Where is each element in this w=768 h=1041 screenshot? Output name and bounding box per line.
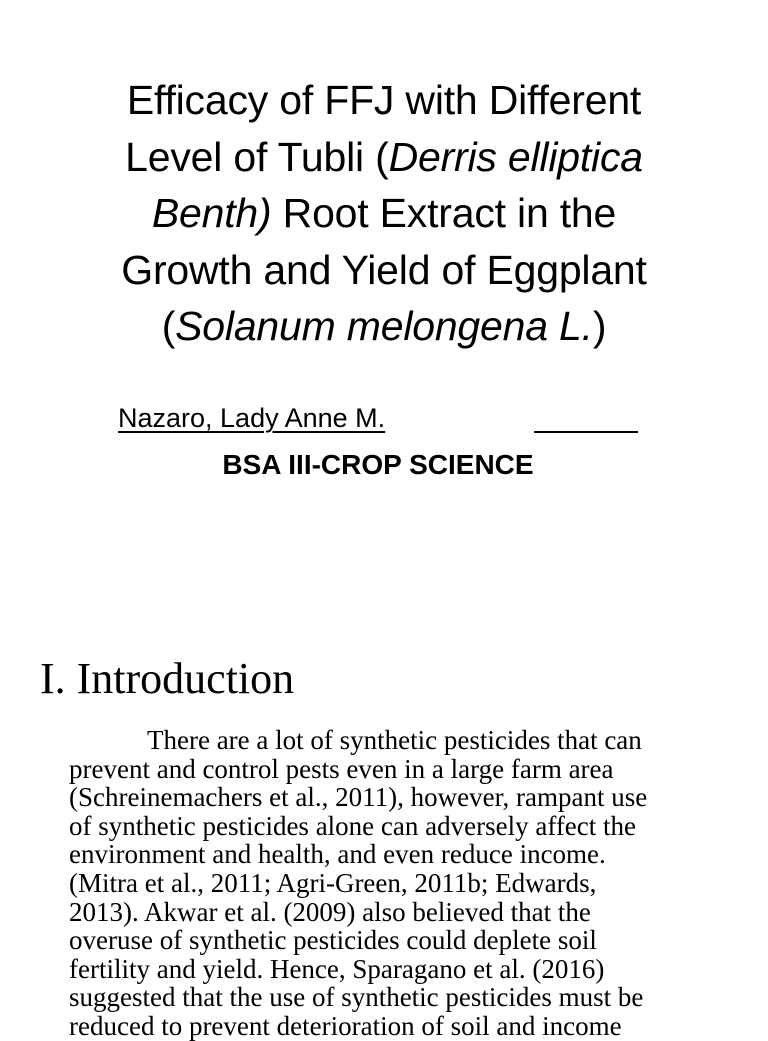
author-row: [118, 400, 658, 436]
blank-underline: [534, 431, 638, 433]
paragraph-line-8: overuse of synthetic pesticides could deplete soil: [69, 925, 597, 956]
paragraph-line-7: 2013). Akwar et al. (2009) also believed that the: [69, 896, 591, 927]
introduction-paragraph: [69, 726, 729, 1041]
section-heading: I. Introduction: [40, 654, 295, 703]
title-line-4: Growth and Yield of Eggplant: [121, 246, 647, 293]
title-line-2-text: Level of Tubli (: [125, 133, 389, 180]
paragraph-line-1: There are a lot of synthetic pesticides that can: [147, 725, 642, 755]
paragraph-line-5: environment and health, and even reduce income.: [69, 839, 606, 870]
paragraph-line-10: suggested that the use of synthetic pesticides must be: [69, 982, 644, 1013]
paragraph-line-6: (Mitra et al., 2011; Agri-Green, 2011b; Edwards,: [69, 867, 597, 898]
paragraph-line-9: fertility and yield. Hence, Sparagano et al. (2016): [69, 953, 605, 984]
paragraph-line-11: reduced to prevent deterioration of soil and income: [69, 1010, 622, 1041]
title-line-1: Efficacy of FFJ with Different: [126, 77, 642, 123]
course-label: BSA III-CROP SCIENCE: [222, 449, 534, 480]
title-line-3: [40, 185, 728, 242]
title-line-3-text: Root Extract in the: [271, 190, 617, 236]
title-line-5-close-paren: ): [592, 303, 607, 349]
title-line-5-open-paren: (: [161, 303, 176, 349]
paragraph-line-2: prevent and control pests even in a large farm area: [69, 753, 614, 784]
author-name: Nazaro, Lady Anne M.: [118, 403, 386, 433]
title-line-3-scientific-name: Benth): [151, 190, 272, 236]
title-line-2: [40, 129, 728, 186]
document-title: [40, 72, 728, 355]
title-line-5-scientific-name: Solanum melongena L.: [175, 303, 593, 349]
paragraph-line-3: (Schreinemachers et al., 2011), however, rampant use: [69, 782, 648, 813]
title-line-5: [40, 298, 728, 355]
paragraph-line-4: of synthetic pesticides alone can adversely affect the: [69, 810, 637, 841]
title-line-2-scientific-name: Derris elliptica: [388, 133, 643, 180]
